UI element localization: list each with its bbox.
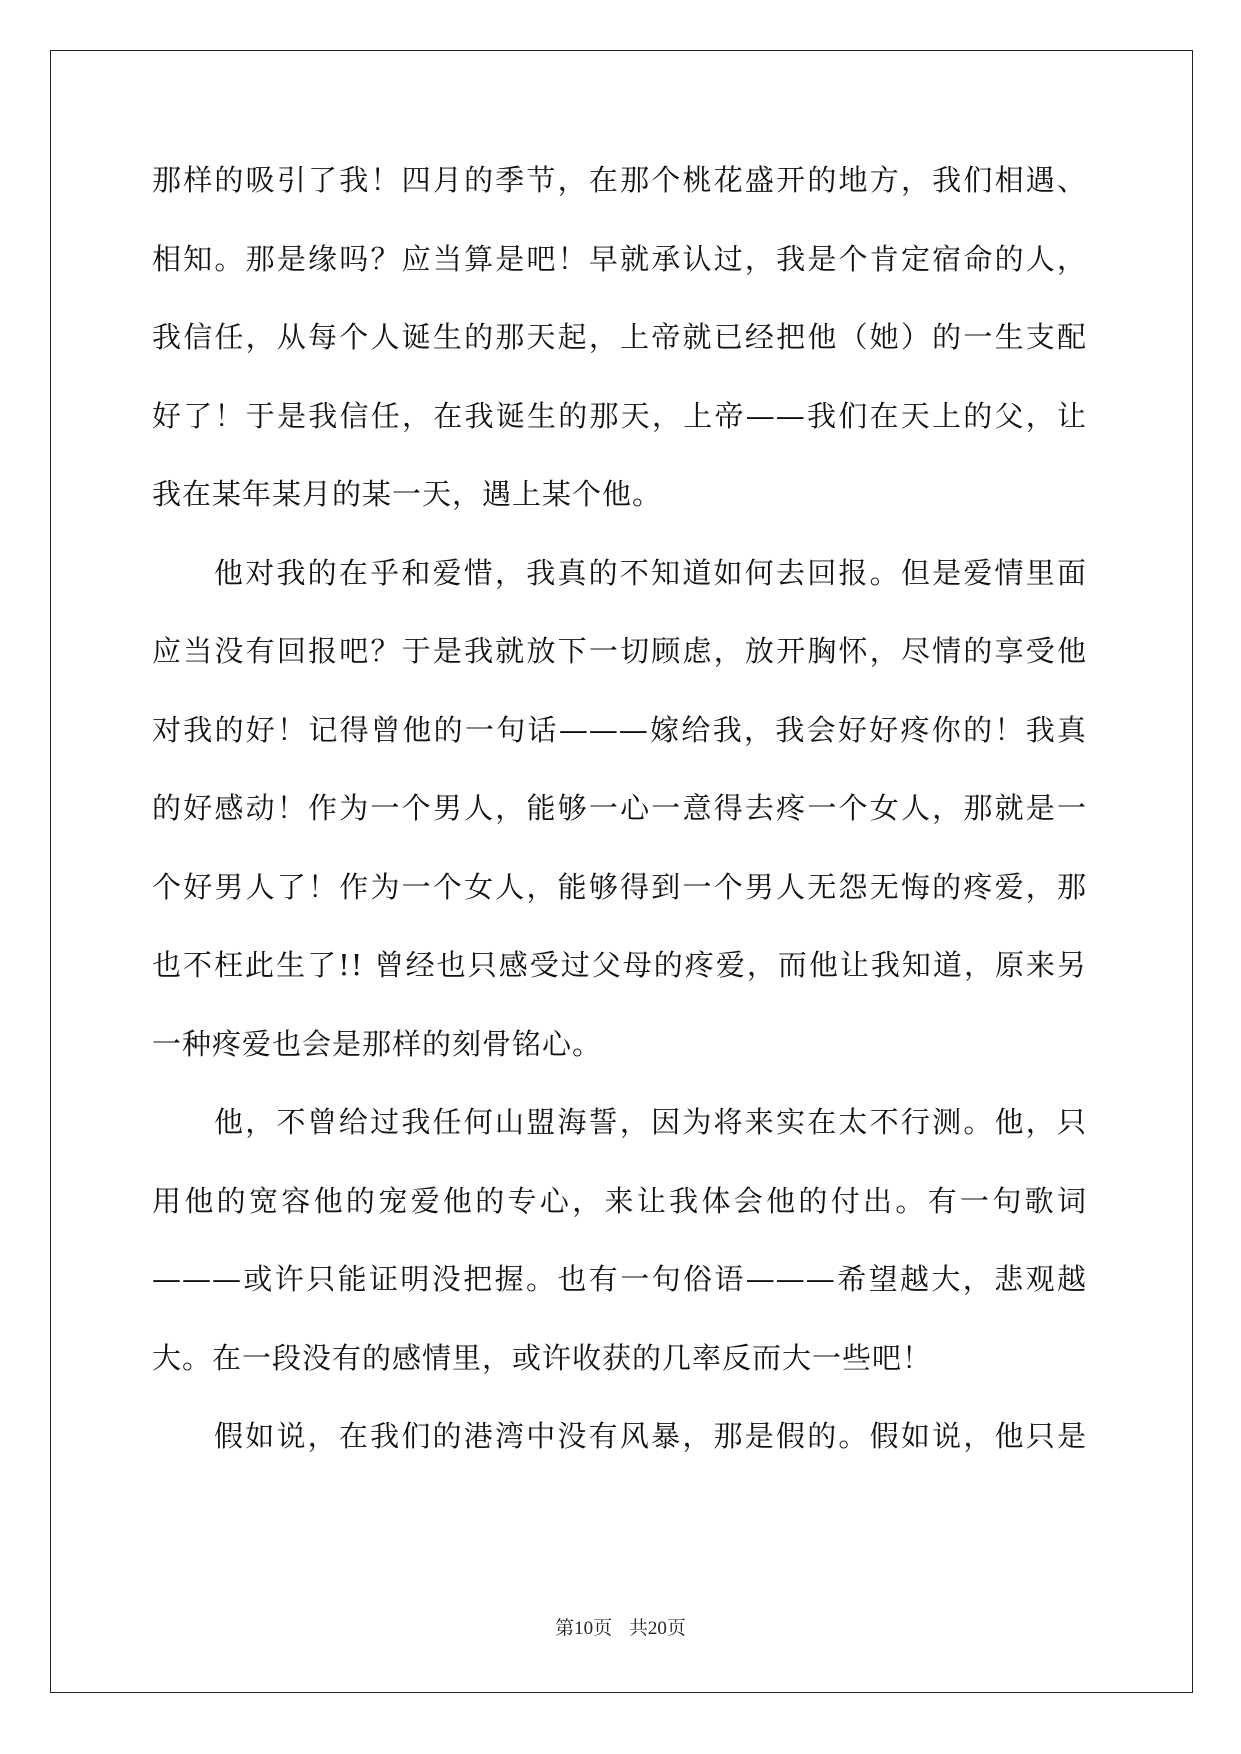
text-line: 大。在一段没有的感情里，或许收获的几率反而大一些吧！ [152,1340,933,1375]
text-line: 我在某年某月的某一天，遇上某个他。 [152,477,663,511]
text-line: 对我的好！记得曾他的一句话———嫁给我，我会好好疼你的！我真 [152,712,1087,747]
text-line: ———或许只能证明没把握。也有一句俗语———希望越大，悲观越 [152,1262,1087,1296]
text-line: 那样的吸引了我！四月的季节，在那个桃花盛开的地方，我们相遇、 [152,163,1087,197]
text-line: 好了！于是我信任，在我诞生的那天，上帝——我们在天上的父，让 [152,398,1087,433]
paragraph-first-line: 他，不曾给过我任何山盟海誓，因为将来实在太不行测。他，只 [214,1105,1087,1139]
document-body [152,160,1087,1495]
text-line: 用他的宽容他的宠爱他的专心，来让我体会他的付出。有一句歌词 [152,1183,1087,1218]
text-line: 也不枉此生了!! 曾经也只感受过父母的疼爱，而他让我知道，原来另 [152,948,1087,982]
paragraph-first-line: 他对我的在乎和爱惜，我真的不知道如何去回报。但是爱情里面 [214,555,1087,590]
paragraph-first-line: 假如说，在我们的港湾中没有风暴，那是假的。假如说，他只是 [214,1419,1087,1453]
text-line: 一种疼爱也会是那样的刻骨铭心。 [152,1026,603,1061]
text-line: 我信任，从每个人诞生的那天起，上帝就已经把他（她）的一生支配 [152,320,1087,354]
text-line: 的好感动！作为一个男人，能够一心一意得去疼一个女人，那就是一 [152,791,1087,825]
text-line: 应当没有回报吧？于是我就放下一切顾虑，放开胸怀，尽情的享受他 [152,634,1087,668]
text-line: 相知。那是缘吗？应当算是吧！早就承认过，我是个肯定宿命的人， [152,241,1087,276]
page-number: 第10页 [555,1618,613,1639]
page-footer [0,1613,1241,1640]
page-total: 共20页 [628,1618,686,1639]
text-line: 个好男人了！作为一个女人，能够得到一个男人无怨无悔的疼爱，那 [152,869,1087,904]
